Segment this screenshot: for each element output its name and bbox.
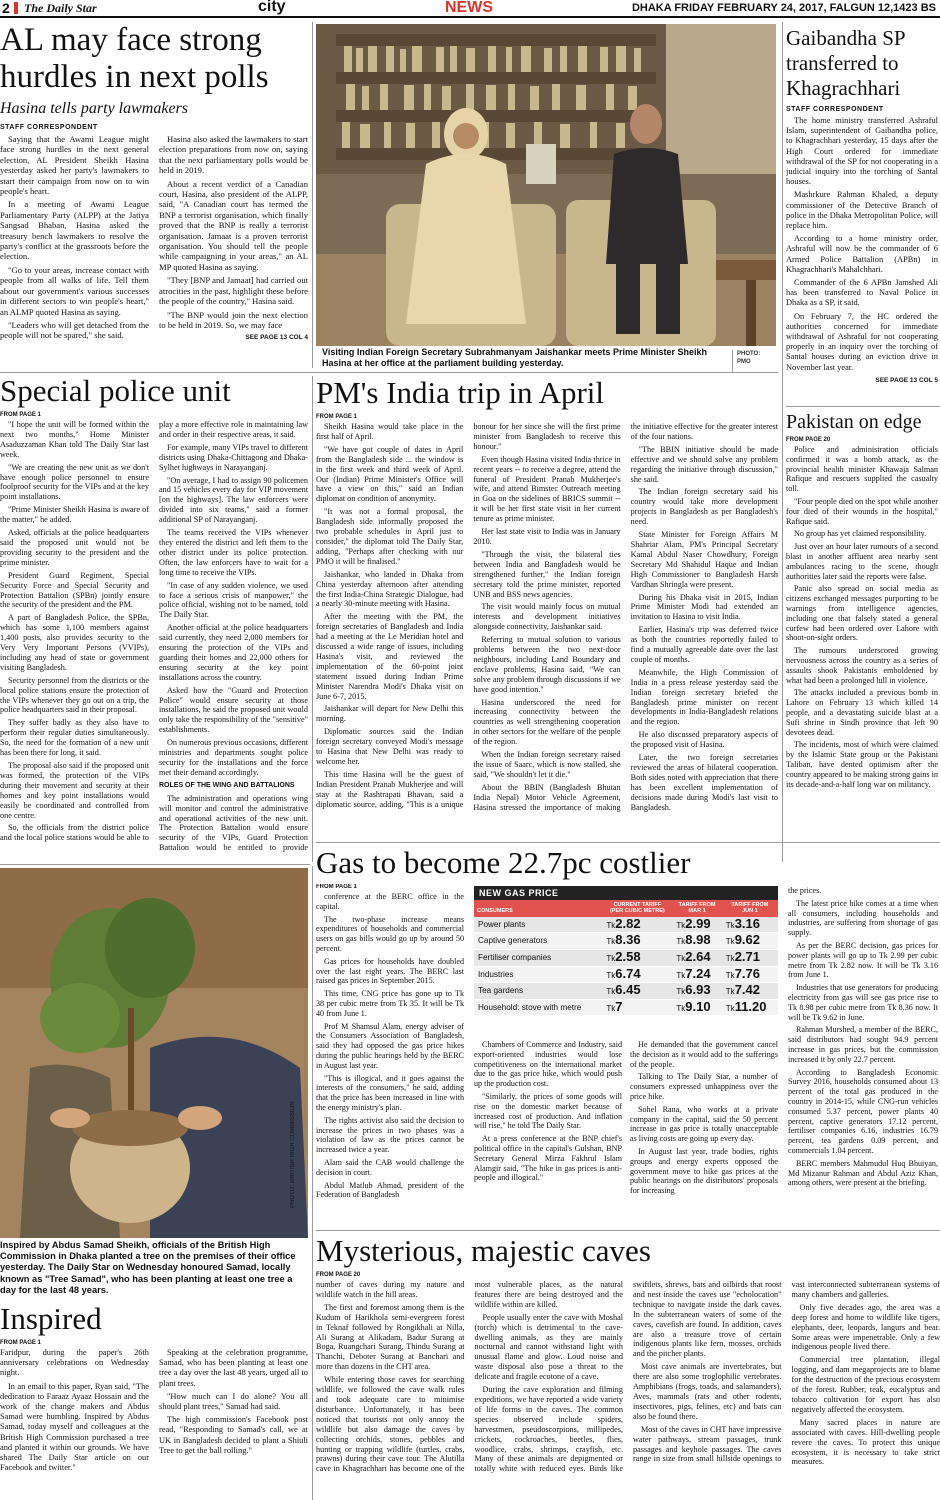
story-body (0, 134, 308, 344)
paragraph: Sohel Rana, who works at a private company in the capital, said the 50 percent increase in gas price is totally unacceptable as living costs are going up every day. (630, 1104, 778, 1144)
paragraph: This time Hasina will be the guest of Indian President Pranab Mukherjee and will stay at the Rashtrapati Bhavan, said a diplomatic source, adding, "This is a unique honour for her since she will the first prime minister from Bangladesh to receive this honour." (316, 422, 621, 809)
headline[interactable]: AL may face strong hurdles in next polls (0, 22, 269, 95)
current-tariff: Tk2.58 (602, 950, 672, 967)
jun-tariff: Tk2.71 (722, 950, 778, 967)
paragraph: According to Bangladesh Economic Survey 2016, households consumed about 13 percent of the total gas produced in the country in 2014-15, while CNG-run vehicles consumed 5.37 percent, power plants 40 percent, captive generators 17.12 percent, fertiliser companies 6.16, industries 16.79 percent, tea gardens 0.09 percent, and commercials 1.04 percent. (788, 1067, 938, 1155)
paragraph: The attacks included a previous bomb in Lahore on February 13 which killed 14 people, and a devastating suicide blast at a Sufi shrine in Sindh province that left 90 devotees dead. (786, 688, 938, 737)
paragraph: conference at the BERC office in the capital. (316, 892, 464, 911)
paragraph: Mashrkure Rahman Khaled, a deputy commissioner of the Detective Branch of police in the Dhaka Metropolitan Police, will replace him. (786, 190, 938, 231)
headline[interactable]: PM's India trip in April (316, 376, 605, 410)
story-body (316, 892, 464, 1200)
col-jun: TARIFF FROM JUN 1 (722, 900, 778, 917)
gas-price-table (474, 886, 778, 1034)
paragraph: He also discussed preparatory aspects of the proposed visit of Hasina. (630, 730, 778, 750)
current-tariff: Tk2.82 (602, 917, 672, 933)
jun-tariff: Tk3.16 (722, 917, 778, 933)
story-body (316, 422, 778, 838)
byline: STAFF CORRESPONDENT (786, 106, 884, 113)
photo-credit: PHOTO: BRITISH HIGH COMMISSION (290, 1101, 296, 1208)
story-body (630, 1040, 778, 1196)
paragraph: People usually enter the cave with Moshal (torch) which is detrimental to the cave-dwelling animals, as they are mainly nocturnal and cannot withstand light with unusual flame and glow. Loud noise and waste disposal also pose a threat to the delicate and fragile ecotone of a cave. (474, 1312, 623, 1382)
paragraph: On numerous previous occasions, different ministries and departments sought police security for the installations and the force met their demand accordingly. (159, 738, 308, 777)
paragraph: Rahman Murshed, a member of the BERC, said distributors had sought 94.9 percent increase in gas prices, but the commission increased it by only 22.7 percent. (788, 1025, 938, 1064)
paragraph: "Prime Minister Sheikh Hasina is aware of the matter," he added. (0, 505, 149, 525)
paragraph: They suffer badly as they also have to perform their regular duties simultaneously. So, the need for the formation of a new unit has been there for long, it said. (0, 718, 149, 758)
paragraph: About the BBIN (Bangladesh Bhutan India Nepal) Motor Vehicle Agreement, Hasina stressed the importance of making the initiative effective for the greater interest of the four nations. (473, 422, 778, 812)
headline[interactable]: Mysterious, majestic caves (316, 1234, 651, 1268)
section-rule (786, 406, 940, 407)
photo-credit (732, 350, 776, 372)
caption-text: Inspired by Abdus Samad Sheikh, officials of the British High Commission in Dhaka planted a tree on the premises of their office yesterday. The Daily Star on Wednesday honoured Samad, locally known as "Tree Samad", who has been planting at least one tree a day for the last 48 years. (0, 1240, 296, 1295)
section-rule (316, 1230, 940, 1231)
headline[interactable]: Pakistan on edge (786, 411, 922, 433)
paragraph: About a recent verdict of a Canadian court, Hasina, also president of the ALPP, said, "A Canadian court has termed the BNP a terrorist organisation, which finally proved that the BNP is really a terrorist organisation. Jamaat is a proven terrorist organisation. You should tell the people while campaigning in your areas," an AL MP quoted Hasina as saying. (159, 178, 308, 272)
column-rule (312, 376, 313, 862)
paragraph: Talking to The Daily Star, a number of consumers expressed unhappiness over the price hike. (630, 1072, 778, 1101)
gas-col-1 (316, 884, 464, 1228)
mar-tariff: Tk8.98 (672, 933, 721, 950)
paragraph: President Guard Regiment, Special Security Force and Special Security and Protection Battalion (SPBn) jointly ensure the security of the president and the PM. (0, 570, 149, 610)
jun-tariff: Tk7.42 (722, 983, 778, 1000)
tree-photo (0, 868, 308, 1238)
page-header (0, 0, 940, 18)
gas-col-4 (788, 886, 938, 1228)
col-current: CURRENT TARIFF (PER CUBIC METRE) (602, 900, 672, 917)
paragraph: The latest price hike comes at a time when all consumers, including households and industries, are suffering from shortage of gas supply. (788, 898, 938, 938)
jump-link[interactable]: SEE PAGE 13 COL 4 (245, 334, 308, 342)
story-caves (316, 1234, 940, 1500)
consumer-name: Captive generators (474, 933, 602, 950)
paragraph: This time, CNG price has gone up to Tk 38 per cubic metre from Tk 35. It will be Tk 40 from June 1. (316, 989, 464, 1018)
consumer-name: Industries (474, 966, 602, 983)
col-mar: TARIFF FROM MAR 1 (672, 900, 721, 917)
headline[interactable]: Gas to become 22.7pc costlier (316, 846, 691, 880)
paragraph: According to a home ministry order, Ashraful will now be the commander of 6 Armed Police Battalion (APBn) in Khagrachhari's Mahalchhari. (786, 234, 938, 274)
gas-col-3 (630, 1040, 778, 1228)
page-number-divider (14, 2, 18, 14)
section-rule (316, 842, 940, 843)
paragraph: Alam said the CAB would challenge the decision in court. (316, 1157, 464, 1177)
paragraph: At a press conference at the BNP chief's political office in the capital's Gulshan, BNP Secretary General Mirza Fakhrul Islam Alamgir said, "The hike in gas prices is anti-people and illogical." (474, 1134, 622, 1183)
story-pakistan (786, 410, 938, 862)
paragraph: "Leaders who will get detached from the people will not be spared," she said. (0, 319, 149, 341)
mar-tariff: Tk6.93 (672, 983, 721, 1000)
paragraph: Gas prices for households have doubled over the last eight years. The BERC last raised gas prices in September 2015. (316, 956, 464, 986)
paragraph: The rumours underscored growing nervousness across the country as a series of assaults shook Pakistanis emboldened by what had been a prolonged lull in violence. (786, 646, 938, 685)
paragraph: "Go to your areas, increase contact with people from all walks of life. Tell them about our government's various successes in different sectors to win people's heart," an ALMP quoted Hasina as saying. (0, 264, 149, 317)
masthead-logo: The Daily Star (24, 1, 97, 15)
paragraph: Even though Hasina visited India thrice in recent years -- to receive a degree, attend the funeral of President Pranab Mukherjee's wife, and attend Bimstec Outreach meeting in Goa on the sidelines of BRICS summit -- it will be her first state visit in her current tenure as prime minister. (473, 454, 621, 524)
paragraph: In a meeting of Awami League Parliamentary Party (ALPP) at the Jatiya Sangsad Bhaban, Hasina asked the treasury bench lawmakers to resolve the party's conflict at the grassroots before the election. (0, 199, 149, 262)
paragraph: Most cave animals are invertebrates, but there are also some troglophilic vertebrates. Amphibians (frogs, toads, and salamanders), Aves, mammals (rats and other rodents, insectivores, pigs, felines, etc) and bats can also be found there. (633, 1362, 782, 1421)
table-header-row (474, 900, 778, 917)
subhead: ROLES OF THE WING AND BATTALIONS (159, 781, 295, 789)
jun-tariff: Tk11.20 (722, 999, 778, 1016)
paragraph: Hasina also asked the lawmakers to start election preparations from now on, saying that the next parliamentary polls would be held in 2019. (159, 134, 308, 176)
story-body (786, 445, 938, 789)
story-body (316, 1280, 940, 1500)
table-title: NEW GAS PRICE (474, 886, 778, 900)
current-tariff: Tk7 (602, 999, 672, 1016)
paragraph: Commander of the 6 APBn Jamshed Ali has been transferred to Naval Police in Dhaka as a SP, it said. (786, 278, 938, 308)
paragraph: Diplomatic sources said the Indian foreign secretary conveyed Modi's message to Hasina that New Delhi was ready to welcome her. (316, 727, 464, 766)
story-body (474, 1040, 622, 1183)
paragraph: On February 7, the HC ordered the authorities concerned for immediate withdrawal of Ashraful for not cooperating properly in an inquiry over the torching of Santal houses during an eviction drive in November last year. (786, 311, 938, 372)
paragraph: The home ministry transferred Ashraful Islam, superintendent of Gaibandha police, to Khagrachhari yesterday, 15 days after the High Court ordered for immediate withdrawal of the SP for not cooperating in a judicial inquiry into the torching of Santal houses. (786, 116, 938, 187)
credit-label: PHOTO: (737, 351, 761, 357)
photo-caption (0, 1240, 308, 1300)
paragraph: Commercial tree plantation, illegal logging, and dam megaprojects are to blame for the destruction of the precious ecosystem of the forest. Rubber, teak, eucalyptus and tobacco cultivation for export has also negatively affected the ecosystem. (791, 1355, 940, 1414)
paragraph: "We are creating the new unit as we don't have enough police personnel to ensure foolproof security for the VIPs and at the key point installations. (0, 462, 149, 502)
paragraph: Abdul Matlub Ahmad, president of the Federation of Bangladesh (316, 1180, 464, 1200)
consumer-name: Fertiliser companies (474, 950, 602, 967)
section-rule (0, 372, 778, 373)
column-rule (782, 22, 783, 862)
paragraph: Meanwhile, the High Commission of India in a press release yesterday said the Indian foreign secretary briefed the Bangladesh prime minister on recent developments in India-Bangladesh relations and the region. (630, 667, 778, 727)
paragraph: The teams received the VIPs whenever they entered the district and left them to the other district under its police protection. Often, the law enforcers have to wait for a long time to receive the VIPs. (159, 528, 308, 577)
caption-text: Visiting Indian Foreign Secretary Subrahmanyam Jaishankar meets Prime Minister Sheikh Hasina at her office at the parliament building yesterday. (322, 347, 707, 368)
photo-pm-meeting (316, 24, 776, 346)
paragraph: The first and foremost among them is the Kudum of Harikhola semi-evergreen forest in Teknaf followed by Rongikhali at Nilla, Ali Surang at Alikadam, Badur Surang at Boga, Ruangchari Surang, Thindu Surang at Thanchi, Deboter Surang at Banchari and more than dozens in the CHT area. (316, 1302, 465, 1372)
paragraph: The administration and operations wing will monitor and control the administrative and operational activities of the new unit. The Protection Battalion would ensure security of the VIPs, Guard Protection Battalion would be entitled to provide (159, 793, 308, 853)
story-body (788, 886, 938, 1188)
paragraph: Asked, officials at the police headquarters said the proposed unit would not be providing security to the president and the prime minister. (0, 528, 149, 567)
table-row (474, 999, 778, 1016)
mar-tariff: Tk7.24 (672, 966, 721, 983)
paragraph: The Indian foreign secretary said his country would take more development projects in Bangladesh as per Bangladesh's need. (630, 487, 778, 527)
story-body (0, 1348, 308, 1473)
paragraph: While entering those caves for searching wildlife, we followed the cave walk rules and took adequate care to minimise disturbance. Unfortunately, it has been noticed that tourists not only annoy the wildlife but also damage the caves by collecting orchids, stones, pebbles and hunting or trapping wildlife (turtles, crabs, prawns) during their cave tour. The Alutilla cave in Khagrachhari has become one of the most vulnerable places, as the natural features there are being destroyed and the wildlife within are killed. (316, 1280, 623, 1474)
paragraph: So, the officials from the district police and the local police stations would be able to play a more effective role in maintaining law and order in their respective areas, it said. (0, 420, 308, 843)
paragraph: The proposal also said if the proposed unit was formed, the protection of the VIPs during their movement and security at their homes and key point installations would easily be coordinated and controlled from one centre. (0, 761, 149, 820)
gas-col-2 (474, 1040, 622, 1228)
paragraph: "We have got couple of dates in April from the Bangladesh side ... the window is in the first week and third week of April. Our (Indian) Prime Minister's Office will have a view on this," said an Indian diplomat on condition of anonymity. (316, 444, 464, 504)
paragraph: Prof M Shamsul Alam, energy adviser of the Consumers Association of Bangladesh, said they had opposed the gas price hikes during the public hearings held by the BERC in August last year. (316, 1021, 464, 1070)
paragraph: "Through the visit, the bilateral ties between India and Bangladesh would be strengthened further," the Indian foreign secretary told the prime minister, reported UNB and BSS news agencies. (473, 549, 621, 599)
photo-tree-planting (0, 868, 308, 1238)
paragraph: the prices. (788, 886, 822, 895)
photo-caption (322, 347, 714, 373)
source-label: FROM PAGE 1 (316, 884, 357, 890)
paragraph: "How much can I do alone? You all should plant trees," Samad had said. (159, 1391, 308, 1412)
paragraph: When the Indian foreign secretary raised the issue of Saarc, which is now stalled, she said, "We shouldn't let it die." (473, 750, 621, 779)
paragraph: "They [BNP and Jamaat] had carried out atrocities in the past, highlight these before the people of the country," Hasina said. (159, 275, 308, 307)
byline: STAFF CORRESPONDENT (0, 124, 98, 131)
source-label: FROM PAGE 1 (0, 412, 41, 418)
paragraph: "The BNP would join the next election to be held in 2019. So, we may face (159, 309, 308, 330)
paragraph: Earlier, Hasina's trip was deferred twice as both the countries reportedly failed to find a mutually agreeable date over the last couple of months. (630, 625, 778, 664)
paragraph: "It was not a formal proposal, the Bangladesh side informally proposed the two probable schedules in April just to consider," the diplomat told The Daily Star, adding, "Perhaps after checking with our PMO it will be finalised." (316, 507, 464, 566)
consumer-name: Power plants (474, 917, 602, 933)
paragraph: He demanded that the government cancel the decision as it would add to the sufferings of the people. (630, 1040, 778, 1069)
story-gaibandha (786, 26, 938, 406)
section-label: city (258, 0, 286, 15)
current-tariff: Tk6.74 (602, 966, 672, 983)
paragraph: Referring to mutual solution to various problems between the two next-door neighbours, including Land Boundary and enclave problems, Hasina said, "We can solve any problem through discussions if we have good intention." (473, 635, 621, 694)
paragraph: State Minister for Foreign Affairs M Shahriar Alam, PM's Principal Secretary Kamal Abdul Naser Chowdhury, Foreign Secretary Md Shahidul Haque and Indian High Commissioner to Bangladesh Harsh Vardhan Shringla were present. (630, 530, 778, 589)
story-pm-india-trip (316, 376, 778, 838)
meeting-photo (316, 24, 776, 346)
column-rule (312, 866, 313, 1500)
paragraph: Speaking at the celebration programme, Samad, who has been planting at least one tree a day over the last 48 years, urged all to plant trees. (159, 1348, 308, 1388)
headline[interactable]: Special police unit (0, 374, 231, 408)
story-al-polls (0, 22, 308, 368)
paragraph: The high commission's Facebook post read, "Responding to Samad's call, we at UK in Bangladesh decided to plant a Shiuli Tree to get the ball rolling." (159, 1415, 308, 1455)
paragraph: Panic also spread on social media as citizens exchanged messages purporting to be warnings from intelligence agencies, including one that falsely stated a general curfew had been ordered over Lahore with shoot-on-sight orders. (786, 584, 938, 643)
jump-link[interactable]: SEE PAGE 13 COL 5 (875, 376, 938, 384)
table-row (474, 917, 778, 933)
table-row (474, 933, 778, 950)
paragraph: Industries that use generators for producing electricity from gas will see gas price rise to Tk 8.98 per cubic metre from Tk 8.36 now. It will be Tk 9.62 in June. (788, 983, 938, 1022)
paragraph: For example, many VIPs travel to different districts using Dhaka-Chittagong and Dhaka-Sylhet highways in Narayanganj. (159, 442, 308, 472)
headline[interactable]: Gaibandha SP transferred to Khagrachhari (786, 26, 905, 100)
current-tariff: Tk6.45 (602, 983, 672, 1000)
paragraph: A part of Bangladesh Police, the SPBn, which has some 1,100 members against 1,400 posts, also provides security to the Very Very Important Persons (VVIPs), including any head of state or government visiting Bangladesh. (0, 613, 149, 672)
paragraph: The visit would mainly focus on mutual interests and development initiatives alongside connectivity, Jaishankar said. (473, 602, 621, 632)
paragraph: Faridpur, during the paper's 26th anniversary celebrations on Wednesday night. (0, 1348, 149, 1378)
paragraph: Police and administration officials confirmed it was a bomb attack, as the provincial health minister Khawaja Salman Rafique and rescuers supplied the casualty toll. (786, 445, 938, 494)
current-tariff: Tk8.36 (602, 933, 672, 950)
story-body (0, 420, 308, 860)
paragraph: Only five decades ago, the area was a deep forest and home to wildlife like tigers, elephants, deer, leopards, langurs and bear. Some areas were impenetrable. Only a few indigenous people lived there. (791, 1302, 940, 1352)
paragraph: "On average, I had to assign 90 policemen and 15 vehicles every day for VIP movement [on the highways]. The law enforcers were divided into six teams," said a former additional SP of Narayanganj. (159, 475, 308, 525)
paragraph: Asked how the "Guard and Protection Police" would ensure security at those installations, he said the proposed unit would only take the responsibility of the "sensitive" establishments. (159, 685, 308, 735)
paragraph: The rights activist also said the decision to increase the prices in two phases was a violation of law as the prices cannot be increased twice a year. (316, 1115, 464, 1155)
page-number: 2 (2, 0, 10, 16)
paragraph: Most of the caves in CHT have impressive water pathways, stream passages, trunk passages and keyhole passages. The caves range in size from small hillside openings to vast interconnected subterranean systems of many chambers and galleries. (633, 1280, 940, 1464)
story-inspired (0, 1302, 308, 1500)
paragraph: Sheikh Hasina would take place in the first half of April. (316, 422, 464, 441)
dateline: DHAKA FRIDAY FEBRUARY 24, 2017, FALGUN 12,1423 BS (631, 2, 936, 14)
col-consumers: CONSUMERS (474, 900, 602, 917)
paragraph: Jaishankar will depart for New Delhi this morning. (316, 704, 464, 724)
price-table (474, 900, 778, 1016)
paragraph: Just over an hour later rumours of a second blast in another affluent area nearby sent ambulances racing to the scene, though authorities later said the reports were false. (786, 542, 938, 581)
paragraph: The incidents, most of which were claimed by the Islamic State group or the Pakistani Taliban, have dented optimism after the country appeared to be making strong gains in its decade-and-a-half long war on militancy. (786, 740, 938, 789)
mar-tariff: Tk2.64 (672, 950, 721, 967)
paragraph: In August last year, trade bodies, rights groups and energy experts opposed the government move to hike gas prices at the public hearings on the distributors' proposals for increasing (630, 1146, 778, 1196)
paragraph: Saying that the Awami League might face strong hurdles in the next general election, AL President Sheikh Hasina yesterday asked her party's lawmakers to start their campaign from now on to win people's heart. (0, 134, 149, 197)
paragraph: During the cave exploration and filming expeditions, we have reported a wide variety of life forms in the caves. The common species observed include spiders, harvestmen, pseudoscorpions, millipedes, crickets, cockroaches, beetles, flies, woodlice, crabs, shrimps, crayfish, etc. Many of these animals are depigmented or totally white with reduced eyes. Birds like swiftlets, shrews, bats and oilbirds that roost and nest inside the caves use "echolocation" technique to navigate inside the dark caves. In the subterranean waters of some of the caves, cavefish are found. In addition, caves are also a treasure trove of certain indigenous plants like fern, mosses, orchids and the pitcher plants. (474, 1280, 782, 1474)
consumer-name: Tea gardens (474, 983, 602, 1000)
table-row (474, 983, 778, 1000)
story-body (786, 116, 938, 386)
story-gas-price (316, 846, 940, 1228)
paragraph: Later, the two foreign secretaries reviewed the areas of bilateral cooperation. Both sides noted with appreciation that there has been excellent implementation of decisions made during Modi's last visit to Bangladesh. (630, 753, 778, 812)
source-label: FROM PAGE 20 (786, 437, 831, 443)
headline[interactable]: Inspired (0, 1302, 102, 1336)
paragraph: "Four people died on the spot while another four died of their wounds in the hospital," Rafique said. (786, 496, 938, 526)
source-label: FROM PAGE 20 (316, 1272, 361, 1278)
story-special-police (0, 374, 308, 862)
paragraph: "In case of any sudden violence, we used to face a serious crisis of manpower," the police official, wishing not to be named, told The Daily Star. (159, 580, 308, 620)
credit-name: PMO (737, 359, 751, 365)
mar-tariff: Tk9.10 (672, 999, 721, 1016)
paragraph: After the meeting with the PM, the foreign secretaries of Bangladesh and India had a meeting at the Le Meridian hotel and discussed a wide range of issues, including Hasina's visit, and reviewed the implementation of the 60-point joint statement issued during Indian Prime Minister Narendra Modi's Dhaka visit on June 6-7, 2015. (316, 612, 464, 701)
consumer-name: Household: stove with metre (474, 999, 602, 1016)
table-row (474, 950, 778, 967)
paragraph: Security personnel from the districts or the local police stations ensure the protection of the VIPs whenever they go out on a trip, the police headquarters said in their proposal. (0, 675, 149, 715)
source-label: FROM PAGE 1 (0, 1340, 41, 1346)
paragraph: Her last state visit to India was in January 2010. (473, 527, 621, 546)
mar-tariff: Tk2.99 (672, 917, 721, 933)
paragraph: "I hope the unit will be formed within the next two months," Home Minister Asaduzzaman Khan told The Daily Star last week. (0, 420, 149, 459)
paragraph: "This is illogical, and it goes against the interests of the consumers," he said, adding that the price has been increased in line with the energy ministry's plan. (316, 1073, 464, 1112)
paragraph: "Similarly, the prices of some goods will rise on the domestic market because of increased cost of production. And inflation will rise," he told The Daily Star. (474, 1091, 622, 1131)
paragraph: number of caves during my nature and wildlife watch in the hill areas. (316, 1280, 465, 1299)
paragraph: Hasina underscored the need for increasing connectivity between the countries as well strengthening cooperation in other sectors for the welfare of the people of the region. (473, 697, 621, 747)
jun-tariff: Tk7.76 (722, 966, 778, 983)
paragraph: Many sacred places in nature are associated with caves. Hill-dwelling people revere the caves. To protect this unique ecosystem, it is necessary to take strict measures. (791, 1417, 940, 1467)
paragraph: In an email to this paper, Ryan said, "The dedication to Faraaz Ayaaz Hossain and the work of the change makers and Abdus Samad were humbling. Inspired by Abdus Samad, today myself and colleagues at the British High Commission purchased a tree and planted it within our grounds. We have shared The Daily Star article on our Facebook and twitter." (0, 1381, 149, 1473)
paragraph: During his Dhaka visit in 2015, Indian Prime Minister Modi had extended an invitation to Hasina to visit India. (630, 592, 778, 622)
section-rule (0, 864, 310, 865)
subhead: Hasina tells party lawmakers (0, 100, 188, 117)
table-row (474, 966, 778, 983)
paragraph: Another official at the police headquarters said currently, they need 2,000 members for ensuring the protection of the VIPs and guarding their homes and 22,000 others for ensuring security at the key point installations across the country. (159, 623, 308, 682)
paragraph: Chambers of Commerce and Industry, said export-oriented industries would lose competitiveness on the international market due to the gas price hike, which would push up the production cost. (474, 1040, 622, 1089)
paragraph: The two-phase increase means expenditures of households and commercial users on gas bills would go up by around 50 percent. (316, 914, 464, 953)
source-label: FROM PAGE 1 (316, 414, 357, 420)
paragraph: BERC members Mahmudul Huq Bhuiyan, Md Mizanur Rahman and Abdul Aziz Khan, among others, were present at the briefing. (788, 1158, 938, 1188)
jun-tariff: Tk9.62 (722, 933, 778, 950)
news-label: NEWS (445, 0, 493, 16)
paragraph: No group has yet claimed responsibility. (794, 529, 927, 539)
column-rule (312, 22, 313, 368)
paragraph: Jaishankar, who landed in Dhaka from China yesterday afternoon after attending the first India-China Strategic Dialogue, had a nearly 30-minute meeting with Hasina. (316, 569, 464, 609)
paragraph: As per the BERC decision, gas prices for power plants will go up to Tk 2.99 per cubic metre from Tk 2.82 now. It will be Tk 3.16 from June 1. (788, 940, 938, 980)
paragraph: "The BBIN initiative should be made effective and we should solve any problem regarding the initiative through discussion," she said. (630, 444, 778, 484)
